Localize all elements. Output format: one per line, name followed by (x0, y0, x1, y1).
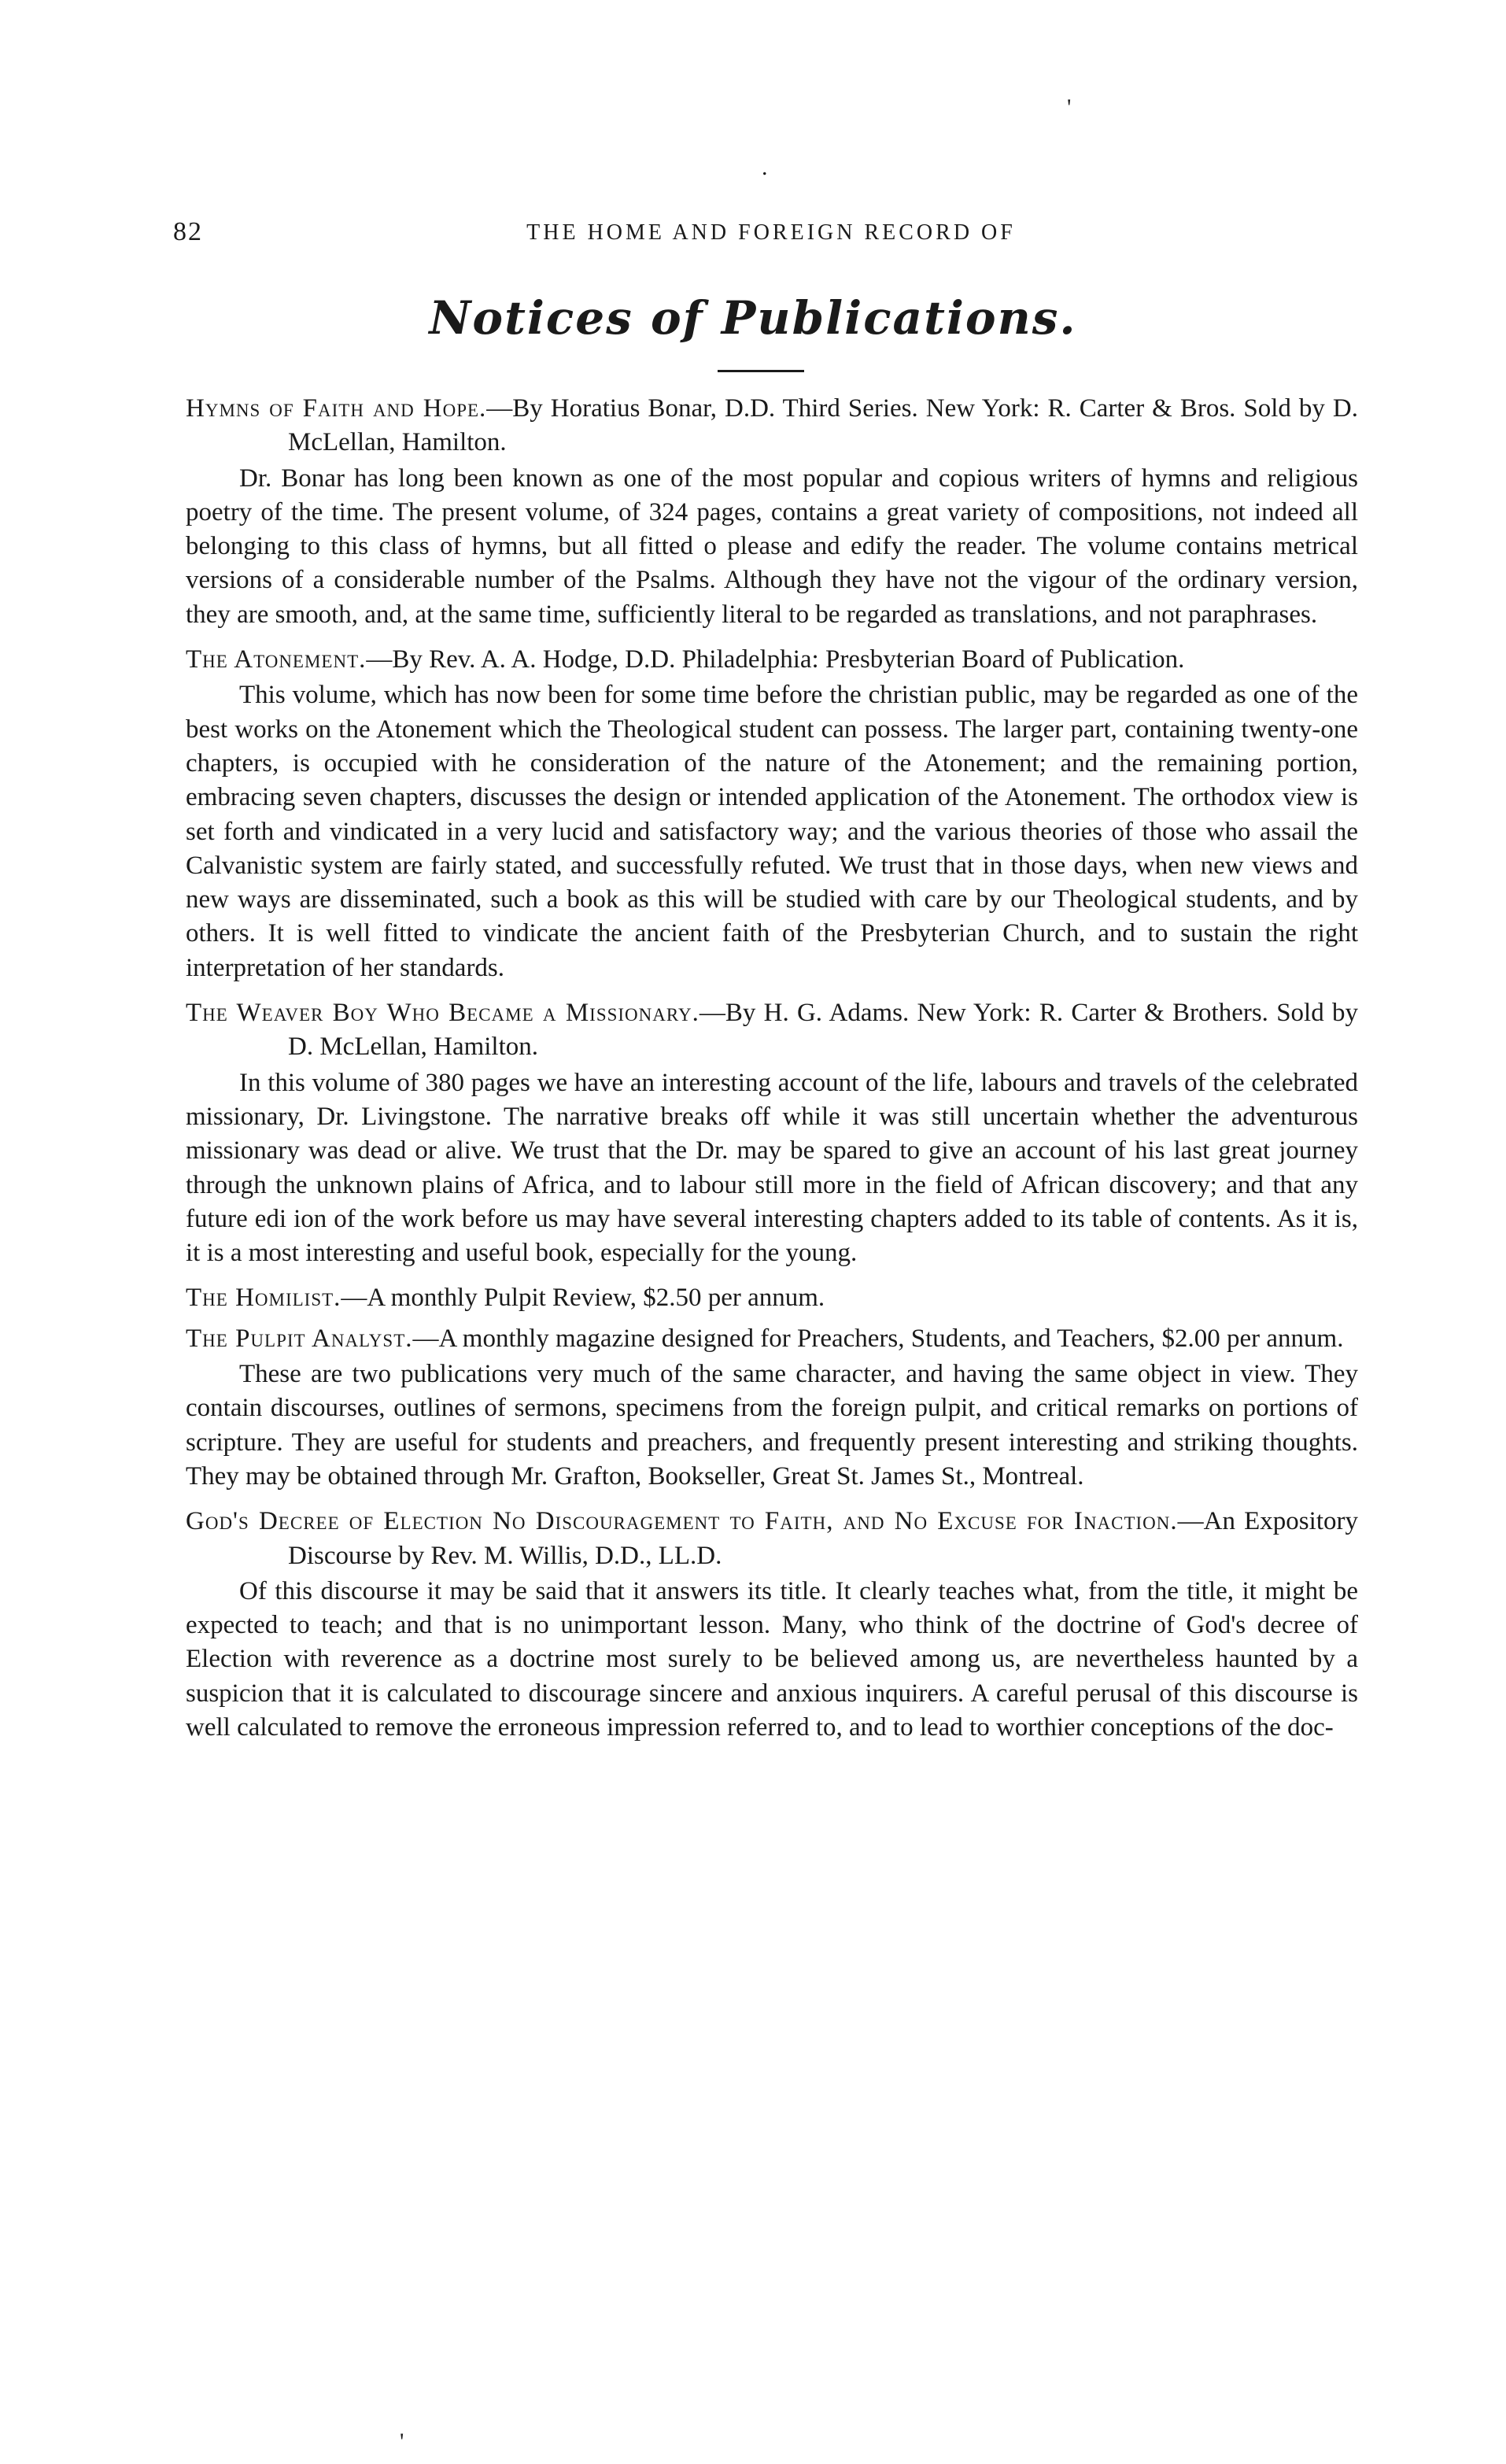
notice (186, 996, 1358, 1270)
section-title: Notices of Publications. (429, 291, 1077, 345)
notice-details: —A monthly magazine designed for Preachers, Students, and Teachers, $2.00 per annum. (412, 1324, 1344, 1353)
notice-paragraph: Of this discourse it may be said that it answers its title. It clearly teaches what, from the title, it might be expected to teach; and that is no unimportant lesson. Many, who think of the doctrine of God's decree of Election with reverence as a doctrine most surely to be believed among us, are nevertheless haunted by a suspicion that it is calculated to discourage sincere and anxious inquirers. A careful perusal of this discourse is well calculated to remove the erroneous impression referred to, and to lead to worthier conceptions of the doc- (186, 1576, 1358, 1742)
print-speck: ' (1067, 94, 1072, 120)
notice-details: —By Horatius Bonar, D.D. Third Series. New York: R. Carter & Bros. Sold by D. McLellan, Hamilton. (288, 394, 1358, 457)
title-divider (718, 370, 804, 372)
notice (186, 1281, 1358, 1315)
notice (186, 643, 1358, 985)
notice-heading (186, 643, 1358, 677)
notice-details: —A monthly Pulpit Review, $2.50 per annum. (341, 1284, 825, 1313)
print-speck: . (762, 154, 768, 180)
notice-title: The Homilist. (186, 1284, 341, 1313)
page-number: 82 (173, 217, 203, 246)
notice-heading (186, 1322, 1358, 1356)
notices-body (186, 392, 1358, 1756)
notice (186, 1505, 1358, 1745)
notice-details: —By Rev. A. A. Hodge, D.D. Philadelphia: Presbyterian Board of Publication. (366, 645, 1185, 674)
notice (186, 1322, 1358, 1494)
notice-paragraph: Dr. Bonar has long been known as one of the most popular and copious writers of hymns and religious poetry of the time. The present volume, of 324 pages, contains a great variety of compositions, not indeed all belonging to this class of hymns, but all fitted o please and edify the reader. The volume contains metrical versions of a considerable number of the Psalms. Although they have not the vigour of the ordinary version, they are smooth, and, at the same time, sufficiently literal to be regarded as translations, and not paraphrases. (186, 464, 1358, 629)
notice-heading (186, 1505, 1358, 1573)
print-speck: ' (400, 2429, 404, 2455)
notice-details: —An Expository Discourse by Rev. M. Willis, D.D., LL.D. (288, 1507, 1358, 1570)
notice-paragraph: This volume, which has now been for some time before the christian public, may be regarded as one of the best works on the Atonement which the Theological student can possess. The larger part, containing twenty-one chapters, is occupied with he consideration of the nature of the Atonement; and the remaining portion, embracing seven chapters, discusses the design or intended application of the Atonement. The orthodox view is set forth and vindicated in a very lucid and satisfactory way; and the various theories of those who assail the Calvanistic system are fairly stated, and successfully refuted. We trust that in those days, when new views and new ways are disseminated, such a book as this will be studied with care by our Theological students, and by others. It is well fitted to vindicate the ancient faith of the Presbyterian Church, and to sustain the right interpretation of her standards. (186, 681, 1358, 982)
running-head (173, 217, 1369, 257)
notice-paragraph: In this volume of 380 pages we have an interesting account of the life, labours and travels of the celebrated missionary, Dr. Livingstone. The narrative breaks off while it was still uncertain whether the adventurous missionary was dead or alive. We trust that the Dr. may be spared to give an account of his last great journey through the unknown plains of Africa, and to labour still more in the field of African discovery; and that any future edi ion of the work before us may have several interesting chapters added to its table of contents. As it is, it is a most interesting and useful book, especially for the young. (186, 1068, 1358, 1268)
notice-details: —By H. G. Adams. New York: R. Carter & Brothers. Sold by D. McLellan, Hamilton. (288, 999, 1358, 1062)
running-title: THE HOME AND FOREIGN RECORD OF (526, 220, 1016, 245)
notice-title: The Pulpit Analyst. (186, 1324, 413, 1353)
notice-title: God's Decree of Election No Discouragement to Faith, and No Excuse for Inaction. (186, 1507, 1178, 1536)
notice-heading (186, 996, 1358, 1065)
notice-heading (186, 1281, 1358, 1315)
notice-title: The Weaver Boy Who Became a Missionary. (186, 999, 699, 1028)
notice-heading (186, 392, 1358, 460)
notice-title: Hymns of Faith and Hope. (186, 394, 487, 423)
notice-paragraph: These are two publications very much of the same character, and having the same object in view. They contain discourses, outlines of sermons, specimens from the foreign pulpit, and critical remarks on portions of scripture. They are useful for students and preachers, and frequently present interesting and striking thoughts. They may be obtained through Mr. Grafton, Bookseller, Great St. James St., Montreal. (186, 1360, 1358, 1491)
notice-title: The Atonement. (186, 645, 367, 674)
notice (186, 392, 1358, 632)
